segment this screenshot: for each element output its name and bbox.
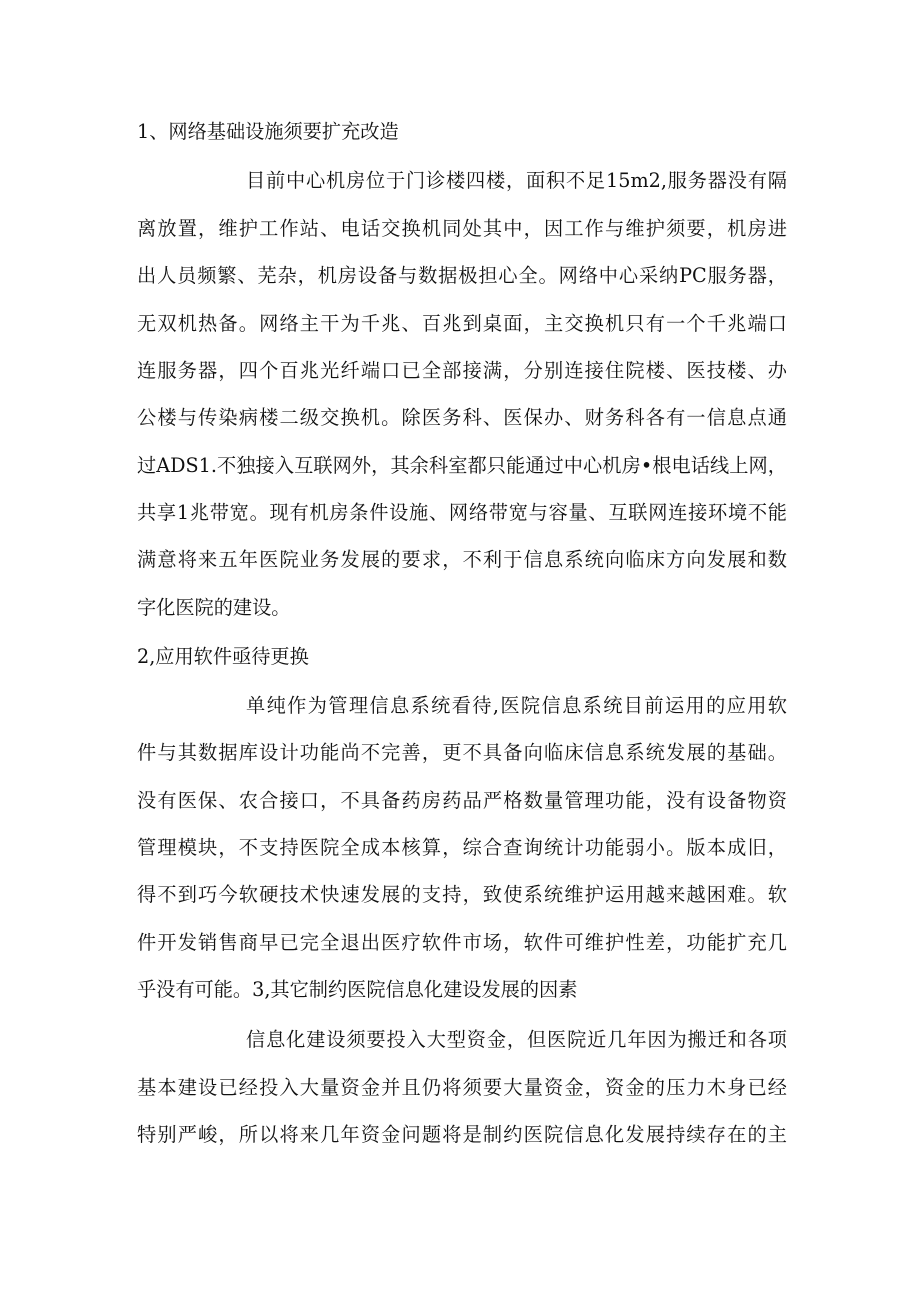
paragraph-1-line-5: 连服务器，四个百兆光纤端口已全部接满，分别连接住院楼、医技楼、办 — [137, 359, 787, 382]
paragraph-1-line-8: 共享1兆带宽。现有机房条件设施、网络带宽与容量、互联网连接环境不能 — [137, 501, 787, 524]
paragraph-2-line-4: 管理模块，不支持医院全成本核算，综合查询统计功能弱小。版本成旧， — [137, 836, 787, 859]
paragraph-3-line-1: 信息化建设须要投入大型资金，但医院近几年因为搬迁和各项 — [246, 1028, 787, 1051]
section-heading-2: 2,应用软件亟待更换 — [137, 645, 309, 668]
paragraph-2-line-7: 乎没有可能。3,其它制约医院信息化建设发展的因素 — [137, 978, 578, 1001]
paragraph-1-line-10: 字化医院的建设。 — [137, 596, 291, 619]
paragraph-1-line-7: 过ADS1.不独接入互联网外，其余科室都只能通过中心机房•根电话线上网， — [137, 454, 787, 477]
paragraph-2-line-1: 单纯作为管理信息系统看待,医院信息系统目前运用的应用软 — [246, 694, 787, 717]
paragraph-1-line-6: 公楼与传染病楼二级交换机。除医务科、医保办、财务科各有一信息点通 — [137, 406, 787, 429]
paragraph-1-line-3: 出人员频繁、芜杂，机房设备与数据极担心全。网络中心采纳PC服务器， — [137, 264, 787, 287]
paragraph-1-line-4: 无双机热备。网络主干为千兆、百兆到桌面，主交换机只有一个千兆端口 — [137, 312, 787, 335]
paragraph-2-line-3: 没有医保、农合接口，不具备药房药品严格数量管理功能，没有设备物资 — [137, 789, 787, 812]
paragraph-3-line-2: 基本建设已经投入大量资金并且仍将须要大量资金，资金的压力木身已经 — [137, 1076, 787, 1099]
paragraph-1-line-2: 离放置，维护工作站、电话交换机同处其中，因工作与维护须要，机房进 — [137, 217, 787, 240]
section-heading-1: 1、网络基础设施须要扩充改造 — [137, 120, 399, 143]
paragraph-1-line-1: 目前中心机房位于门诊楼四楼，面积不足15m2,服务器没有隔 — [246, 169, 787, 192]
paragraph-2-line-2: 件与其数据库设计功能尚不完善，更不具备向临床信息系统发展的基础。 — [137, 741, 787, 764]
paragraph-3-line-3: 特别严峻，所以将来几年资金问题将是制约医院信息化发展持续存在的主 — [137, 1123, 787, 1146]
paragraph-2-line-6: 件开发销售商早已完全退出医疗软件市场，软件可维护性差，功能扩充几 — [137, 931, 787, 954]
paragraph-2-line-5: 得不到巧今软硬技术快速发展的支持，致使系统维护运用越来越困难。软 — [137, 883, 787, 906]
paragraph-1-line-9: 满意将来五年医院业务发展的要求，不利于信息系统向临床方向发展和数 — [137, 548, 787, 571]
